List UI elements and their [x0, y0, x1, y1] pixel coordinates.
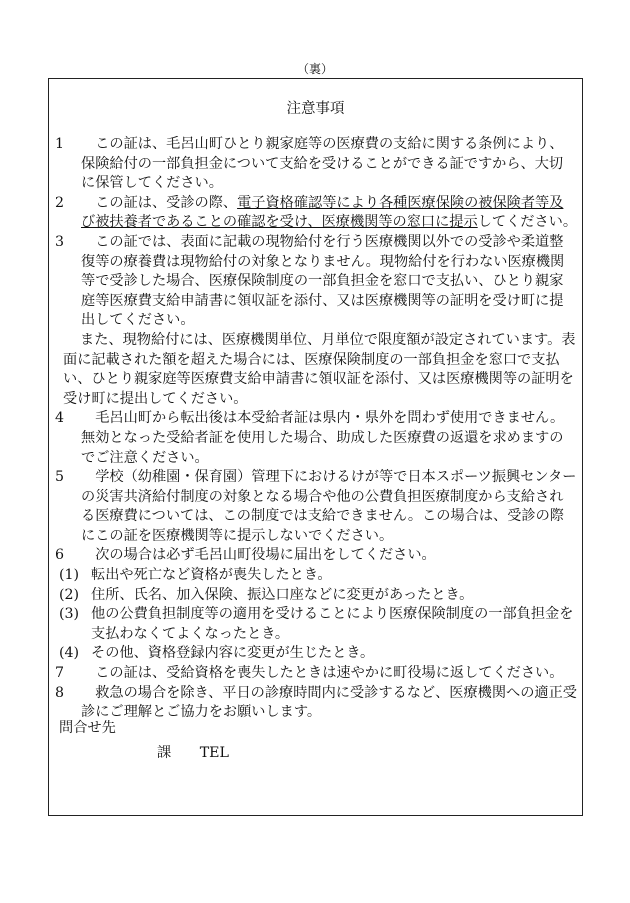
sub-item-text: 住所、氏名、加入保険、振込口座などに変更があったとき。: [91, 586, 474, 603]
notice-item-7: [55, 664, 577, 684]
item-text: この証では、表面に記載の現物給付を行う医療機関以外での受診や柔道整復等の療養費は現物給付の対象となりません。現物給付を行わない医療機関等で受診した場合、医療保険制度の一部負担金を窓口で支払い、ひとり親家庭等医療費支給申請書に領収証を添付、又は医療機関等の証明を受け町に提出してください。: [81, 233, 565, 329]
notice-item-4: [55, 409, 577, 468]
contact-tel-label: TEL: [199, 745, 229, 761]
item-number: 1: [55, 136, 65, 152]
item-text-pre: この証は、受診の際、: [95, 194, 238, 211]
item-number: 2: [55, 194, 65, 211]
item-text: また、現物給付には、医療機関単位、月単位で限度額が設定されています。表面に記載された額を超えた場合には、医療保険制度の一部負担金を窓口で支払い、ひとり親家庭等医療費支給申請書に領収証を添付、又は医療機関等の証明を受け町に提出してください。: [63, 331, 576, 407]
notice-item-8: [55, 684, 577, 723]
contact-label: 問合せ先: [59, 720, 116, 736]
notice-item-6: [55, 546, 577, 566]
item-text: 次の場合は必ず毛呂山町役場に届出をしてください。: [95, 547, 436, 564]
notice-item-3-para2: [55, 331, 577, 409]
item-number: 6: [55, 547, 65, 564]
contact-section: [59, 719, 229, 763]
notice-frame: [48, 78, 583, 816]
item-number: 8: [55, 684, 65, 701]
sub-item-text: 転出や死亡など資格が喪失したとき。: [91, 567, 332, 584]
notice-item-3: [55, 233, 577, 331]
item-text: [81, 194, 577, 233]
sub-item-number: (4): [59, 645, 80, 662]
item-text: この証は、受給資格を喪失したときは速やかに町役場に返してください。: [95, 665, 564, 682]
item-text-underlined: 電子資格確認等により各種医療保険の被保険者等及び被扶養者であることの確認を受け、医療機関等の窓口に提示: [81, 194, 564, 231]
sub-item-number: (2): [59, 586, 80, 603]
contact-dept-label: 課: [157, 745, 172, 761]
item-text: 毛呂山町から転出後は本受給者証は県内・県外を問わず使用できません。無効となった受給者証を使用した場合、助成した医療費の返還を求めますのでご注意ください。: [81, 410, 565, 466]
sub-item-text: その他、資格登録内容に変更が生じたとき。: [91, 645, 375, 662]
item-number: 4: [55, 410, 65, 427]
notice-item-5: [55, 468, 577, 546]
notice-title: 注意事項: [286, 101, 345, 117]
notice-item-2: [55, 194, 577, 233]
contact-row: [59, 744, 229, 763]
item-text-post: してください。: [477, 214, 578, 231]
item-number: 3: [55, 233, 65, 250]
sub-item-4: [55, 644, 577, 664]
sub-item-number: (1): [59, 567, 80, 584]
sub-item-2: [55, 586, 577, 606]
notice-list: [55, 135, 577, 723]
notice-item-1: [55, 135, 577, 194]
item-text: この証は、毛呂山町ひとり親家庭等の医療費の支給に関する条例により、保険給付の一部負担金について支給を受けることができる証ですから、大切に保管してください。: [81, 136, 564, 192]
page-side-label: （裏）: [296, 62, 333, 76]
item-text-block: [81, 233, 577, 331]
sub-item-number: (3): [59, 606, 80, 623]
sub-item-3: [55, 605, 577, 644]
sub-item-text: 他の公費負担制度等の適用を受けることにより医療保険制度の一部負担金を支払わなくてよくなったとき。: [91, 606, 574, 642]
item-number: 5: [55, 469, 65, 486]
item-number: 7: [55, 665, 65, 682]
item-text: 救急の場合を除き、平日の診療時間内に受診するなど、医療機関への適正受診にご理解とご協力をお願いします。: [81, 684, 577, 721]
item-text: 学校（幼稚園・保育園）管理下におけるけが等で日本スポーツ振興センターの災害共済給付制度の対象となる場合や他の公費負担医療制度から支給される医療費については、この制度では支給できません。この場合は、受診の際にこの証を医療機関等に提示しないでください。: [81, 469, 577, 544]
sub-item-1: [55, 566, 577, 586]
